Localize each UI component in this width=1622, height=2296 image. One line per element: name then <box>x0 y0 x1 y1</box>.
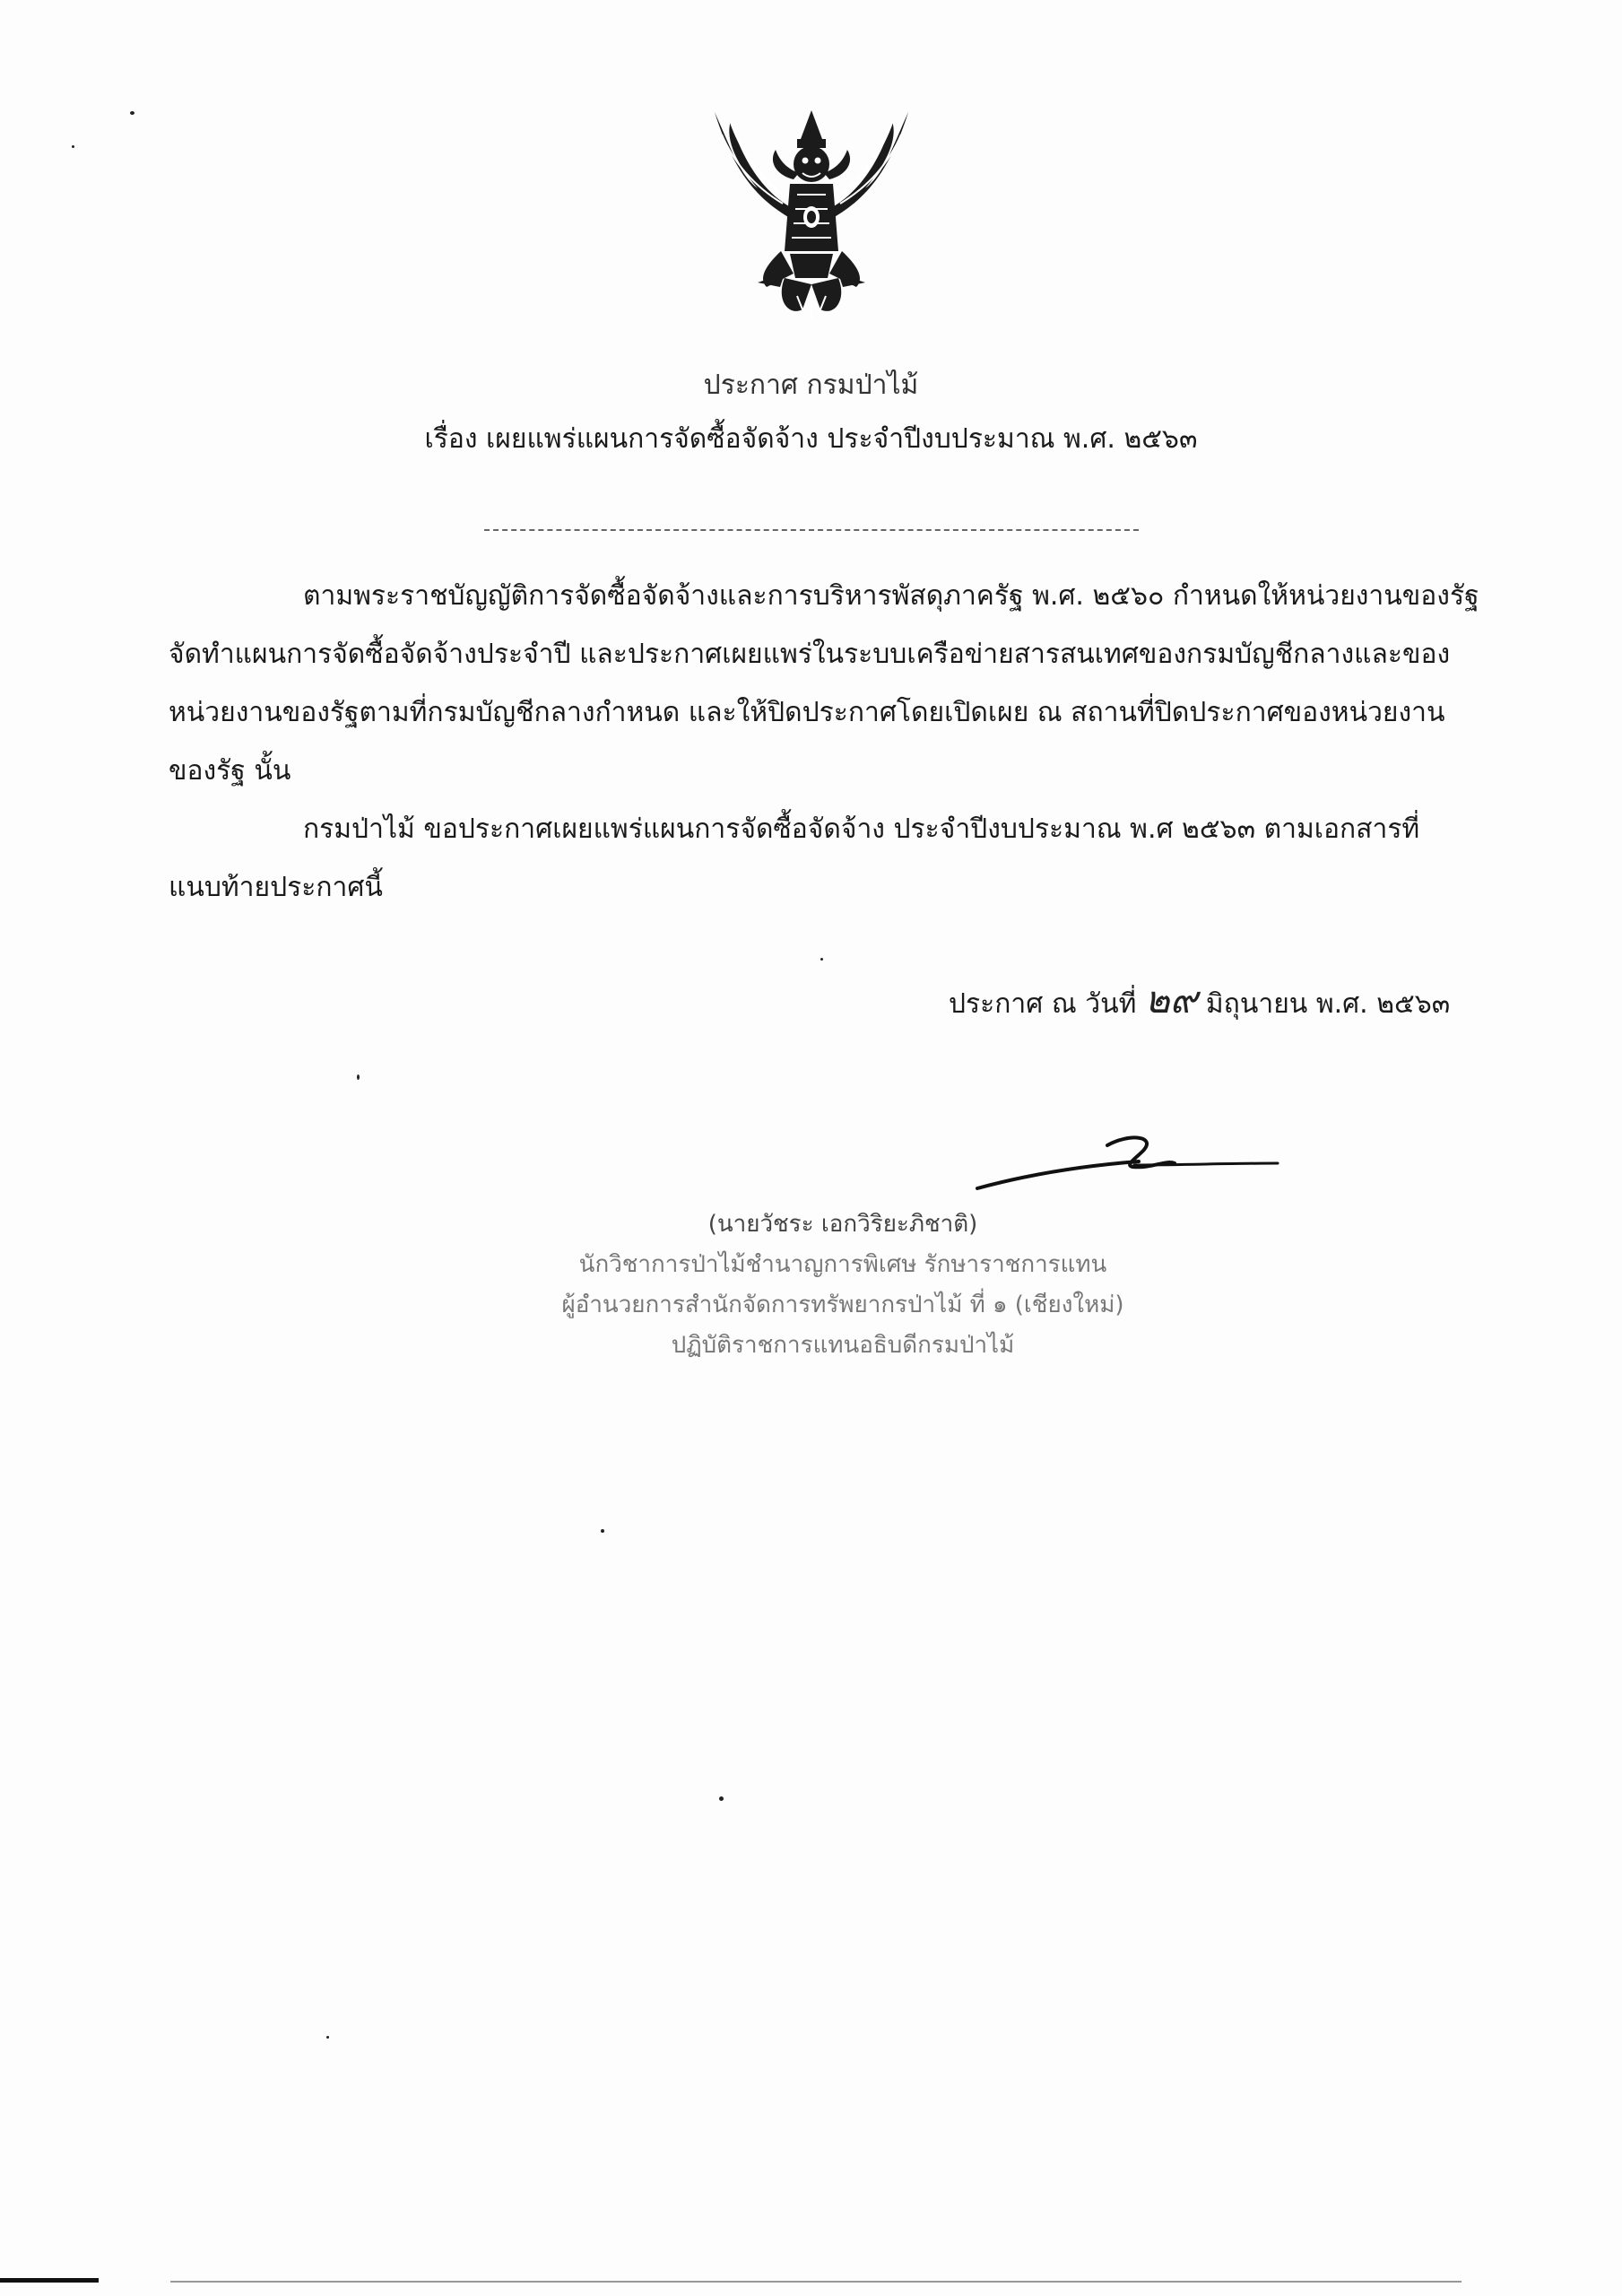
signatory-position: ปฏิบัติราชการแทนอธิบดีกรมป่าไม้ <box>671 1332 1015 1359</box>
body-line: กรมป่าไม้ ขอประกาศเผยแพร่แผนการจัดซื้อจัดจ้าง ประจำปีงบประมาณ พ.ศ ๒๕๖๓ ตามเอกสารที่ <box>303 813 1420 845</box>
scan-speck <box>719 1796 724 1801</box>
body-line: แนบท้ายประกาศนี้ <box>169 872 383 903</box>
dashed-divider <box>484 529 1139 531</box>
date-prefix: ประกาศ ณ วันที่ <box>949 988 1137 1020</box>
scan-edge-mark <box>0 2278 99 2283</box>
body-line: จัดทำแผนการจัดซื้อจัดจ้างประจำปี และประกาศเผยแพร่ในระบบเครือข่ายสารสนเทศของกรมบัญชีกลางและของ <box>169 639 1451 670</box>
scan-speck <box>72 145 74 148</box>
body-line: หน่วยงานของรัฐตามที่กรมบัญชีกลางกำหนด และให้ปิดประกาศโดยเปิดเผย ณ สถานที่ปิดประกาศของหน่วยงาน <box>169 697 1445 728</box>
announcement-subject: เรื่อง เผยแพร่แผนการจัดซื้อจัดจ้าง ประจำปีงบประมาณ พ.ศ. ๒๕๖๓ <box>424 423 1198 455</box>
garuda-emblem-icon <box>704 94 919 327</box>
announcement-date <box>949 978 1451 1022</box>
body-line: ตามพระราชบัญญัติการจัดซื้อจัดจ้างและการบริหารพัสดุภาครัฐ พ.ศ. ๒๕๖๐ กำหนดให้หน่วยงานของรัฐ <box>303 580 1479 612</box>
signatory-position: ผู้อำนวยการสำนักจัดการทรัพยากรป่าไม้ ที่ ๑ (เชียงใหม่) <box>561 1292 1124 1318</box>
scan-speck <box>601 1529 604 1533</box>
signatory-position: นักวิชาการป่าไม้ชำนาญการพิเศษ รักษาราชการแทน <box>578 1251 1107 1278</box>
body-line: ของรัฐ นั้น <box>169 755 291 787</box>
scan-speck <box>130 111 134 115</box>
scan-speck <box>326 2036 329 2039</box>
handwritten-signature <box>973 1126 1282 1197</box>
announcement-title: ประกาศ กรมป่าไม้ <box>703 370 919 401</box>
date-day-handwritten: ๒๙ <box>1144 978 1198 1022</box>
scan-speck <box>357 1074 360 1080</box>
scan-edge-line <box>170 2281 1462 2283</box>
signatory-name: (นายวัชระ เอกวิริยะภิชาติ) <box>707 1211 978 1238</box>
date-suffix: มิถุนายน พ.ศ. ๒๕๖๓ <box>1205 988 1451 1020</box>
scan-speck <box>820 958 823 961</box>
